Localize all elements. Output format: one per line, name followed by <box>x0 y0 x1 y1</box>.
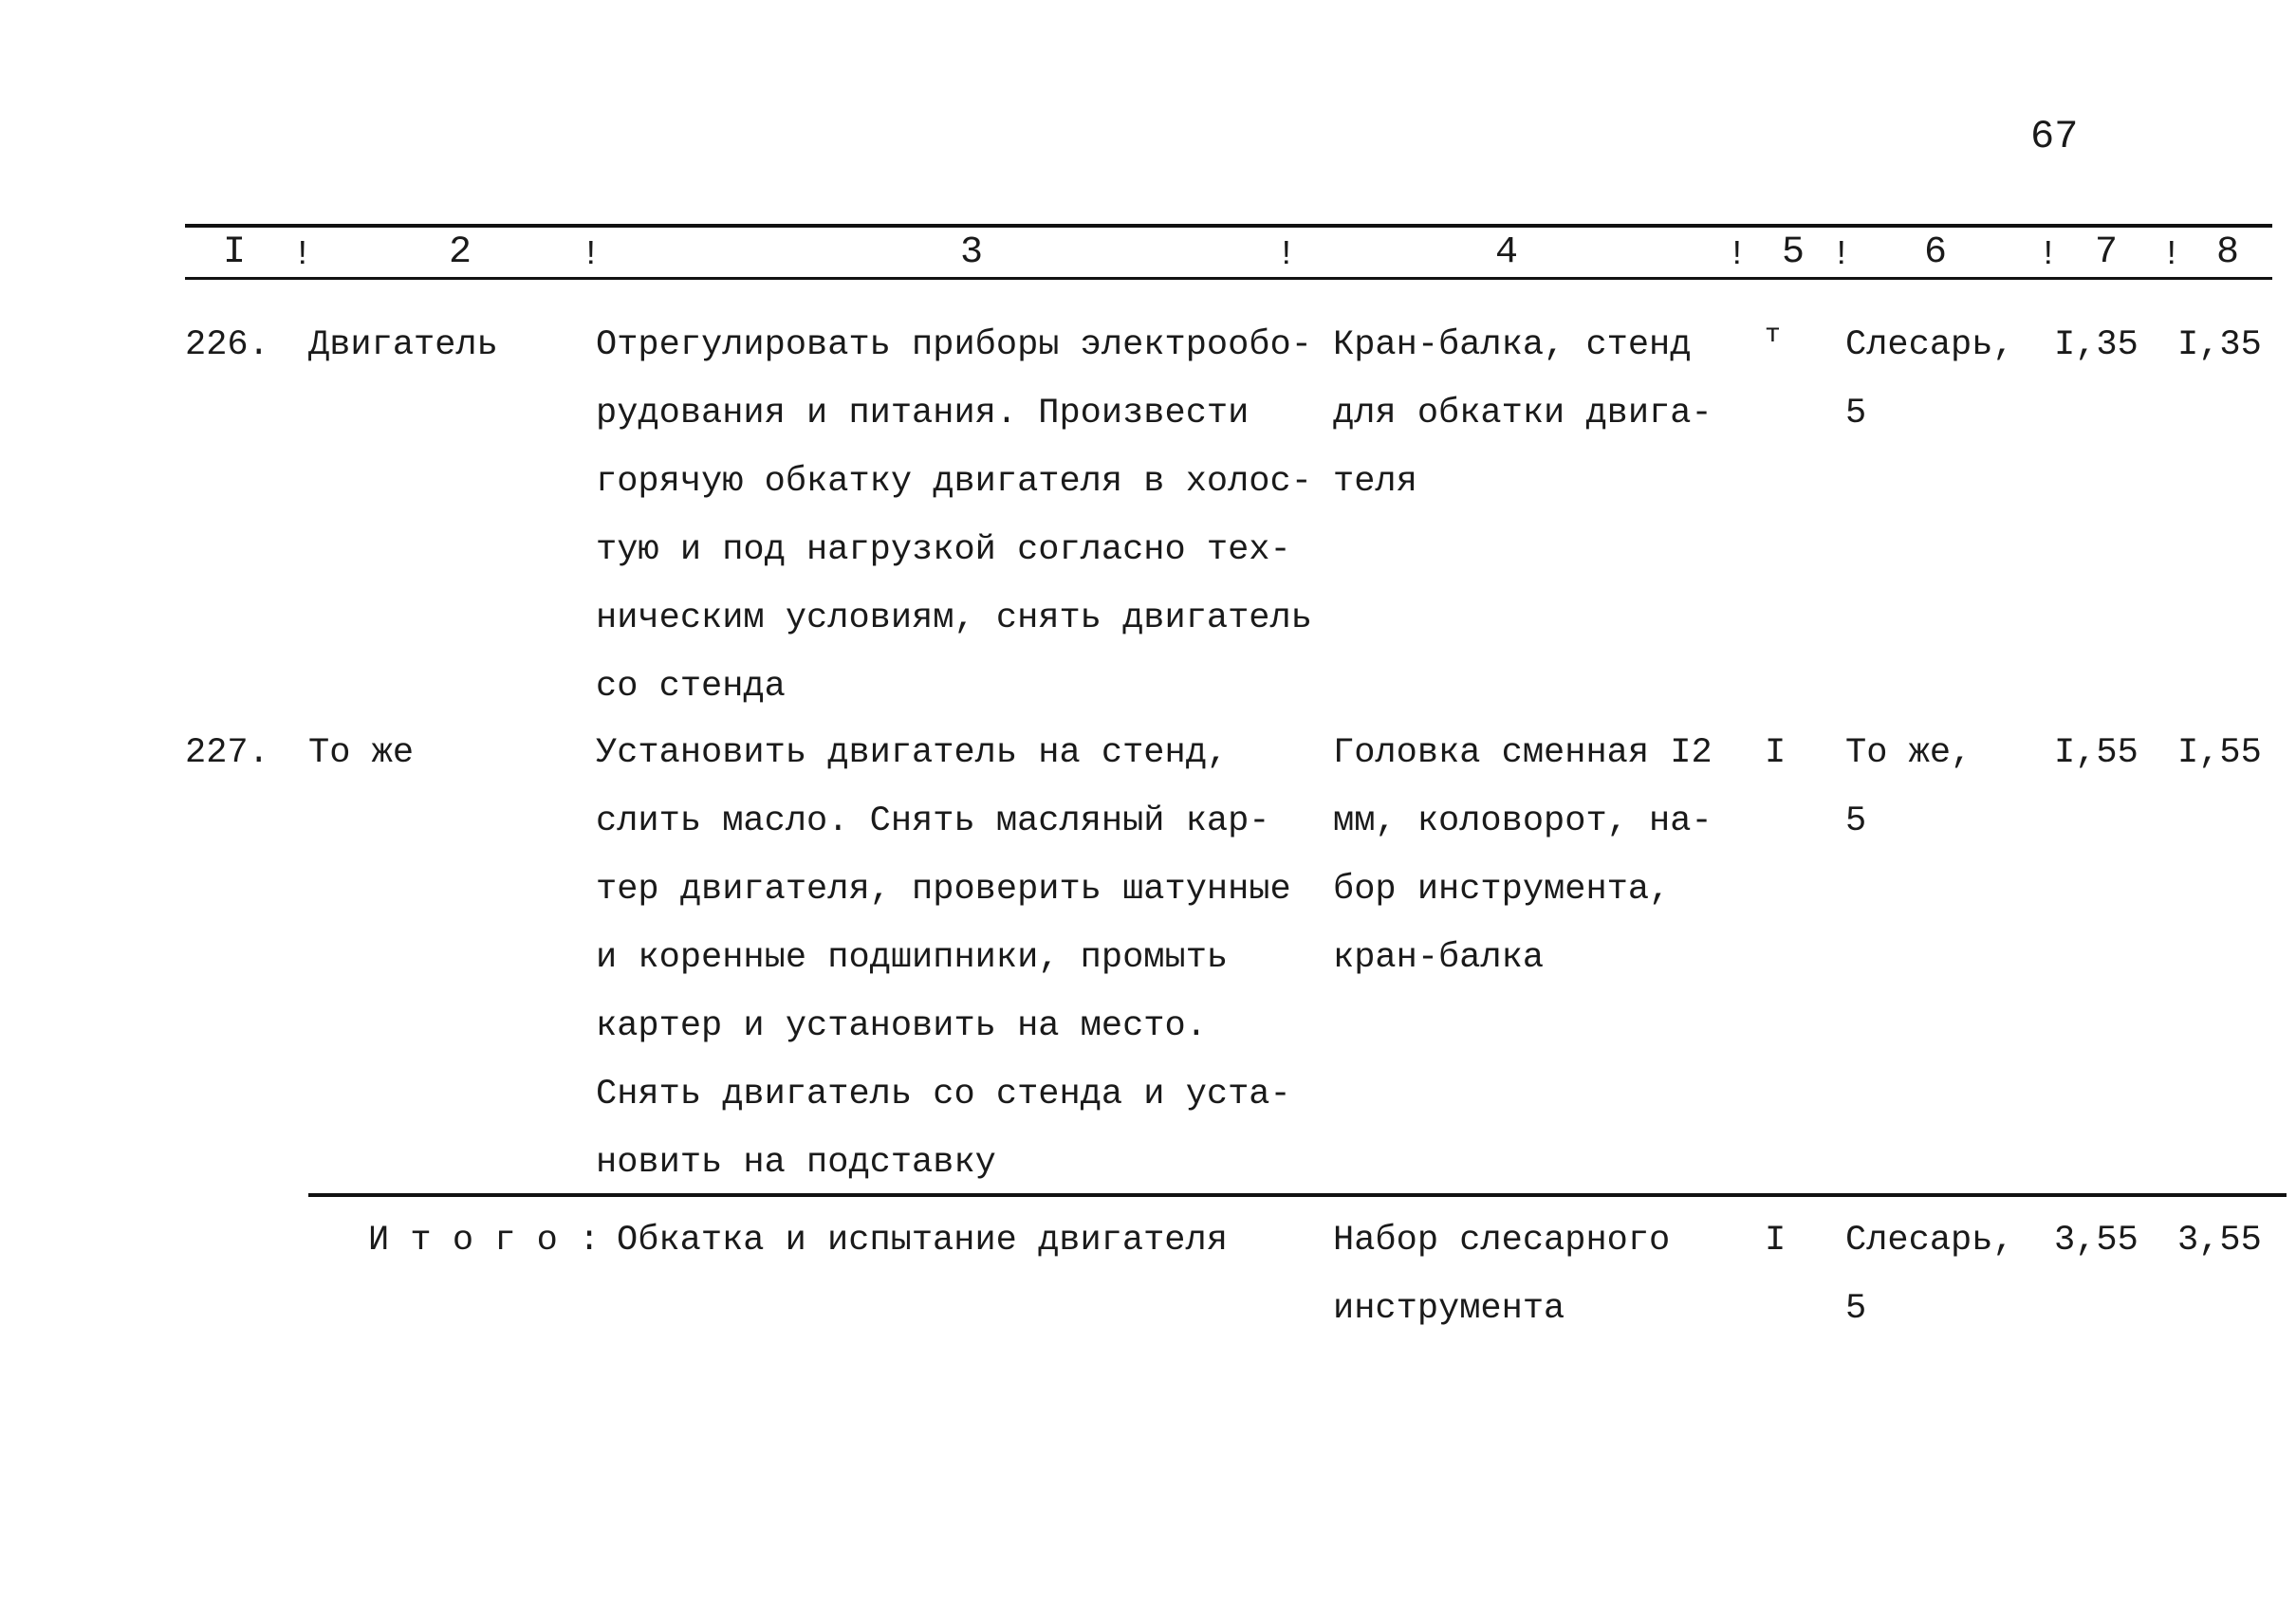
col-header-7: 7 <box>2095 231 2119 274</box>
total-col5: I <box>1765 1221 1787 1261</box>
row-col8: I,35 <box>2177 325 2262 365</box>
total-operation: Обкатка и испытание двигателя <box>617 1221 1228 1261</box>
row-equipment: Кран-балка, стенд для обкатки двига- теля <box>1333 325 1713 502</box>
row-col8: I,55 <box>2177 733 2262 773</box>
row-worker: То же, 5 <box>1845 733 1972 841</box>
total-col8: 3,55 <box>2177 1221 2262 1261</box>
row-col7: I,55 <box>2054 733 2139 773</box>
total-label: И т о г о : <box>368 1221 601 1261</box>
col-header-5: 5 <box>1782 231 1805 274</box>
row-col7: I,35 <box>2054 325 2139 365</box>
col-header-4: 4 <box>1495 231 1519 274</box>
row-operation: Отрегулировать приборы электрообо- рудования и питания. Произвести горячую обкатку двигателя в холос- тую и под нагрузкой согласно тех- ническим условиям, снять двигатель со стенда <box>596 325 1312 707</box>
col-header-2: 2 <box>449 231 472 274</box>
col-separator: ! <box>1831 235 1852 274</box>
row-equipment: Головка сменная I2 мм, коловорот, на- бор инструмента, кран-балка <box>1333 733 1713 978</box>
total-rule <box>308 1193 2287 1197</box>
row-object: Двигатель <box>308 325 498 365</box>
row-worker: Слесарь, 5 <box>1845 325 2014 433</box>
col-separator: ! <box>1276 235 1297 274</box>
header-bottom-rule <box>185 277 2272 280</box>
row-number: 227. <box>185 733 269 773</box>
row-col5: т <box>1765 321 1781 350</box>
total-col7: 3,55 <box>2054 1221 2139 1261</box>
row-operation: Установить двигатель на стенд, слить масло. Снять масляный кар- тер двигателя, проверить шатунные и коренные подшипники, промыть картер и установить на место. Снять двигатель со стенда и уста- новить на подставку <box>596 733 1291 1183</box>
col-separator: ! <box>1727 235 1748 274</box>
row-object: То же <box>308 733 415 773</box>
col-header-6: 6 <box>1924 231 1948 274</box>
total-equipment: Набор слесарного инструмента <box>1333 1221 1671 1329</box>
col-separator: ! <box>581 235 602 274</box>
header-top-rule <box>185 224 2272 228</box>
col-header-3: 3 <box>960 231 984 274</box>
col-separator: ! <box>2038 235 2059 274</box>
col-separator: ! <box>292 235 313 274</box>
row-col5: I <box>1765 733 1787 773</box>
total-worker: Слесарь, 5 <box>1845 1221 2014 1329</box>
col-header-1: I <box>223 231 247 274</box>
col-header-8: 8 <box>2216 231 2240 274</box>
page-number: 67 <box>2030 114 2079 159</box>
col-separator: ! <box>2161 235 2182 274</box>
row-number: 226. <box>185 325 269 365</box>
